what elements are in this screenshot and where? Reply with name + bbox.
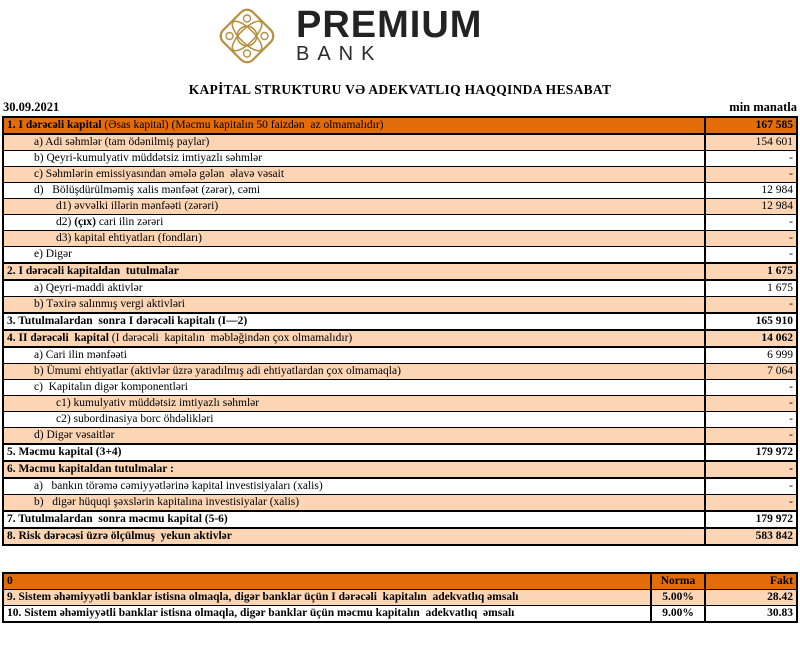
row-label-cell xyxy=(3,478,705,495)
table-row xyxy=(3,280,797,297)
row-label-text: 9. Sistem əhəmiyyətli banklar istisna olmaqla, digər banklar üçün I dərəcəli kapitalın adekvatlıq əmsalı xyxy=(7,591,519,603)
table-row xyxy=(3,263,797,280)
row-label-text: d) Digər vəsaitlər xyxy=(34,429,115,441)
table-row xyxy=(3,428,797,445)
row-label-text: d) Bölüşdürülməmiş xalis mənfəət (zərər), cəmi xyxy=(34,184,261,196)
row-label-cell xyxy=(3,347,705,364)
row-label-cell xyxy=(3,396,705,412)
logo-text xyxy=(296,4,483,65)
row-value-cell: - xyxy=(705,478,797,495)
report-page xyxy=(0,3,800,668)
row-label-text: 5. Məcmu kapital (3+4) xyxy=(7,446,122,458)
row-label-text: (I dərəcəli kapitalın məbləğindən çox olmamalıdır) xyxy=(108,332,353,344)
row-label-cell xyxy=(3,167,705,183)
table-row xyxy=(3,478,797,495)
capital-structure-table xyxy=(2,116,798,546)
row-label-text: b) Qeyri-kumulyativ müddətsiz imtiyazlı səhmlər xyxy=(34,152,263,164)
row-value-cell: 154 601 xyxy=(705,134,797,151)
row-label-cell xyxy=(3,231,705,247)
row-label-text: 7. Tutulmalardan sonra məcmu kapital (5-6) xyxy=(7,513,228,525)
row-fakt-cell: 30.83 xyxy=(705,606,797,623)
row-label-text: a) Adi səhmlər (tam ödənilmiş paylar) xyxy=(34,136,210,148)
report-date: 30.09.2021 xyxy=(3,100,60,114)
row-label-cell xyxy=(3,215,705,231)
row-value-cell: - xyxy=(705,151,797,167)
row-label-text: c) Səhmlərin emissiyasından əmələ gələn əlavə vəsait xyxy=(34,168,285,180)
row-norma-cell: 5.00% xyxy=(651,590,705,606)
table-row xyxy=(3,396,797,412)
table-row xyxy=(3,606,797,623)
row-label-text: c1) kumulyativ müddətsiz imtiyazlı səhmlər xyxy=(56,397,260,409)
logo-brand-text: PREMIUM xyxy=(296,4,483,46)
table-row xyxy=(3,247,797,264)
table-row xyxy=(3,364,797,380)
row-label-text: e) Digər xyxy=(34,248,72,260)
row-label-text: c2) subordinasiya borc öhdəlikləri xyxy=(56,413,214,425)
row-label-text: (çıx) xyxy=(74,216,96,228)
report-meta xyxy=(3,99,797,115)
table-row xyxy=(3,347,797,364)
row-label-cell xyxy=(3,511,705,528)
table-row xyxy=(3,117,797,134)
row-label-cell xyxy=(3,134,705,151)
row-value-cell: - xyxy=(705,247,797,264)
row-label-text: d1) əvvəlki illərin mənfəəti (zərəri) xyxy=(56,200,219,212)
unit-label: min manatla xyxy=(729,100,797,114)
row-label-cell xyxy=(3,263,705,280)
report-title: KAPİTAL STRUKTURU VƏ ADEKVATLIQ HAQQINDA HESABAT xyxy=(188,82,612,97)
row-value-cell: 165 910 xyxy=(705,313,797,330)
row-label-cell xyxy=(3,364,705,380)
table-row xyxy=(3,528,797,545)
table-row xyxy=(3,461,797,478)
row-value-cell: - xyxy=(705,412,797,428)
row-label-text: 10. Sistem əhəmiyyətli banklar istisna olmaqla, digər banklar üçün məcmu kapitalın adekvatlıq əmsalı xyxy=(7,607,515,619)
row-label-cell xyxy=(3,199,705,215)
row-value-cell: 7 064 xyxy=(705,364,797,380)
table-row xyxy=(3,380,797,396)
table-row xyxy=(3,495,797,512)
row-value-cell: 12 984 xyxy=(705,183,797,199)
row-value-cell: 12 984 xyxy=(705,199,797,215)
row-label-cell xyxy=(3,444,705,461)
row-label-cell xyxy=(3,590,651,606)
row-value-cell: - xyxy=(705,495,797,512)
row-value-cell: 1 675 xyxy=(705,263,797,280)
table-row xyxy=(3,183,797,199)
row-fakt-cell: 28.42 xyxy=(705,590,797,606)
logo-bank-text: BANK xyxy=(296,43,383,65)
adequacy-header-row xyxy=(3,573,797,590)
adequacy-table-body xyxy=(3,573,797,622)
row-label-cell xyxy=(3,461,705,478)
row-label-text: d2) xyxy=(56,216,75,228)
row-value-cell: - xyxy=(705,461,797,478)
row-label-cell xyxy=(3,428,705,445)
table-row xyxy=(3,590,797,606)
table-row xyxy=(3,167,797,183)
table-row xyxy=(3,297,797,314)
row-label-cell xyxy=(3,117,705,134)
adequacy-header-fakt-cell: Fakt xyxy=(705,573,797,590)
adequacy-ratio-table xyxy=(2,572,798,623)
table-row xyxy=(3,444,797,461)
table-row xyxy=(3,313,797,330)
row-value-cell: 167 585 xyxy=(705,117,797,134)
row-label-text: b) digər hüquqi şəxslərin kapitalına investisiyalar (xalis) xyxy=(34,496,300,508)
adequacy-header-norma-cell: Norma xyxy=(651,573,705,590)
row-label-cell xyxy=(3,297,705,314)
adequacy-header-left-cell: 0 xyxy=(3,573,651,590)
table-row xyxy=(3,511,797,528)
knot-emblem-icon xyxy=(212,5,282,67)
row-norma-cell: 9.00% xyxy=(651,606,705,623)
row-label-text: 3. Tutulmalardan sonra I dərəcəli kapitalı (I—2) xyxy=(7,315,248,327)
table-row xyxy=(3,199,797,215)
table-row xyxy=(3,231,797,247)
row-value-cell: 583 842 xyxy=(705,528,797,545)
row-label-cell xyxy=(3,280,705,297)
row-value-cell: 14 062 xyxy=(705,330,797,347)
row-label-cell xyxy=(3,151,705,167)
row-label-text: cari ilin zərəri xyxy=(95,216,164,228)
row-label-text: 2. I dərəcəli kapitaldan tutulmalar xyxy=(7,265,179,277)
row-label-text: a) Qeyri-maddi aktivlər xyxy=(34,282,143,294)
row-label-cell xyxy=(3,380,705,396)
row-label-text: 8. Risk dərəcəsi üzrə ölçülmuş yekun aktivlər xyxy=(7,530,232,542)
row-value-cell: - xyxy=(705,231,797,247)
row-label-text: a) bankın törəmə cəmiyyətlərinə kapital investisiyaları (xalis) xyxy=(34,480,323,492)
capital-table-body xyxy=(3,117,797,545)
row-value-cell: - xyxy=(705,428,797,445)
table-row xyxy=(3,330,797,347)
row-label-cell xyxy=(3,495,705,512)
bank-logo xyxy=(212,3,800,69)
row-label-text: a) Cari ilin mənfəəti xyxy=(34,349,127,361)
row-label-cell xyxy=(3,606,651,623)
row-label-text: 1. I dərəcəli kapital xyxy=(7,119,102,131)
row-label-text: (Əsas kapital) (Məcmu kapitalın 50 faizdən az olmamalıdır) xyxy=(101,119,384,131)
row-value-cell: - xyxy=(705,380,797,396)
row-label-cell xyxy=(3,247,705,264)
row-label-cell xyxy=(3,330,705,347)
row-value-cell: 6 999 xyxy=(705,347,797,364)
row-label-text: b) Ümumi ehtiyatlar (aktivlər üzrə yaradılmış adi ehtiyatlardan çox olmamaqla) xyxy=(34,365,401,377)
table-row xyxy=(3,134,797,151)
row-value-cell: 1 675 xyxy=(705,280,797,297)
row-label-text: 6. Məcmu kapitaldan tutulmalar : xyxy=(7,463,174,475)
row-label-text: c) Kapitalın digər komponentləri xyxy=(34,381,188,393)
row-value-cell: 179 972 xyxy=(705,511,797,528)
row-label-cell xyxy=(3,183,705,199)
row-label-cell xyxy=(3,412,705,428)
table-row xyxy=(3,412,797,428)
row-value-cell: - xyxy=(705,167,797,183)
row-label-text: d3) kapital ehtiyatları (fondları) xyxy=(56,232,202,244)
row-value-cell: 179 972 xyxy=(705,444,797,461)
row-value-cell: - xyxy=(705,396,797,412)
row-label-text: b) Təxirə salınmış vergi aktivləri xyxy=(34,298,185,310)
row-value-cell: - xyxy=(705,297,797,314)
row-label-cell xyxy=(3,528,705,545)
table-row xyxy=(3,215,797,231)
row-value-cell: - xyxy=(705,215,797,231)
row-label-cell xyxy=(3,313,705,330)
row-label-text: 4. II dərəcəli kapital xyxy=(7,332,109,344)
table-row xyxy=(3,151,797,167)
